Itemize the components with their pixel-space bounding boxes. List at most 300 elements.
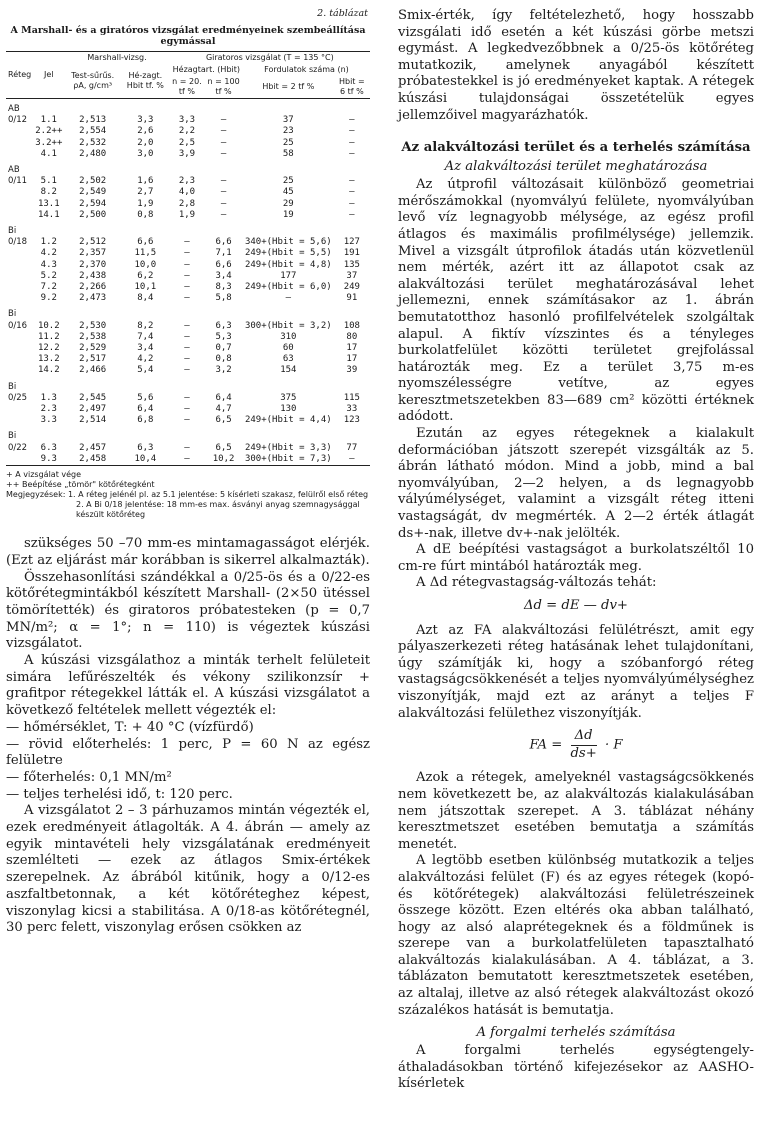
- table-cell-h2: 310: [280, 331, 297, 342]
- table-cell-reteg: [6, 187, 33, 198]
- table-cell-h6: 127: [343, 237, 360, 248]
- table-row: [6, 187, 370, 198]
- table-cell-jel: 14.1: [37, 209, 60, 220]
- table-cell-n20: 3,3: [178, 115, 196, 126]
- table-cell-n20: 3,9: [178, 148, 196, 159]
- table-cell-reteg: [6, 332, 33, 343]
- table-cell-n20: 2,3: [178, 176, 196, 187]
- table-cell-jel: 1.1: [40, 115, 57, 126]
- table-cell-n20: [170, 377, 205, 393]
- table-cell-jel: [33, 160, 64, 176]
- table-cell-h2: 25: [282, 176, 294, 187]
- table-cell-n20: 2,5: [178, 137, 196, 148]
- table-cell-hbit: 1,6: [137, 176, 154, 187]
- table-cell-hbit: 5,4: [137, 365, 154, 376]
- table-cell-rho: 2,457: [79, 442, 107, 453]
- table-row: [6, 304, 370, 320]
- table-cell-h6: 123: [343, 415, 360, 426]
- table-cell-h6: 17: [346, 343, 358, 354]
- paragraph: Összehasonlítási szándékkal a 0/25-ös és a 0/22-es kötőrétegmintákból készített Marshall- (2×50 ütéssel tömörítették) és giratoros próbatesteken (p = 0,7 MN/m²; α = 1°; n = 110) is végeztek kúszási vizsgálatot.: [6, 569, 370, 652]
- left-body-text: [6, 536, 370, 937]
- table-cell-hbit: [121, 426, 170, 442]
- table-cell-jel: 9.2: [40, 293, 57, 304]
- formula-fraction: [570, 728, 596, 762]
- table-cell-rho: 2,549: [79, 187, 107, 198]
- table-cell-h2: [243, 99, 334, 116]
- left-column: [6, 8, 370, 937]
- col-header-test-suruseg: Test-sűrűs. ρA, g/cm³: [71, 71, 115, 90]
- table-cell-reteg: [6, 454, 33, 466]
- table-cell-n100: 6,5: [215, 442, 232, 453]
- table-cell-reteg: [6, 260, 33, 271]
- formula-denominator: ds+: [570, 745, 597, 761]
- table-cell-rho: 2,532: [79, 137, 107, 148]
- table-cell-n20: 2,8: [178, 198, 196, 209]
- table-cell-h2: 300+(Hbit = 7,3): [244, 453, 332, 464]
- table-cell-n100: 4,7: [215, 404, 232, 415]
- col-header-marshall: Marshall-vizsg.: [87, 53, 147, 62]
- subsection-heading: Az alakváltozási terület meghatározása: [444, 159, 708, 175]
- table-cell-hbit: [121, 99, 170, 116]
- table-cell-n100: 6,6: [215, 237, 232, 248]
- table-cell-n20: —: [184, 259, 190, 270]
- table-cell-h2: 58: [282, 148, 294, 159]
- table-cell-rho: 2,502: [79, 176, 107, 187]
- table-cell-jel: 3.2++: [35, 137, 63, 148]
- formula-fa: [398, 728, 754, 762]
- table-row: [6, 176, 370, 187]
- table-cell-rho: 2,512: [79, 237, 107, 248]
- table-cell-rho: 2,513: [79, 115, 107, 126]
- table-row: [6, 332, 370, 343]
- table-cell-h2: 130: [280, 404, 297, 415]
- table-cell-h6: 39: [346, 365, 358, 376]
- table-cell-reteg: [6, 343, 33, 354]
- table-cell-hbit: 7,4: [137, 331, 154, 342]
- table-cell-reteg: [6, 293, 33, 304]
- table-cell-n20: 2,2: [178, 126, 196, 137]
- table-row: [6, 293, 370, 304]
- table-cell-n100: —: [220, 198, 227, 209]
- list-item: — rövid előterhelés: 1 perc, P = 60 N az egész felületre: [6, 736, 370, 769]
- table-row: [6, 149, 370, 160]
- table-cell-reteg: [6, 415, 33, 426]
- table-cell-n20: —: [184, 453, 190, 464]
- table-cell-rho: 2,370: [79, 259, 107, 270]
- paragraph: A dE beépítési vastagságot a burkolatszéltől 10 cm-re fúrt mintából határozták meg.: [398, 542, 754, 574]
- table-row: [6, 404, 370, 415]
- table-cell-h6: 249: [343, 282, 360, 293]
- table-cell-rho: 2,514: [79, 415, 107, 426]
- table-cell-n100: [204, 160, 243, 176]
- col-header-reteg: Réteg: [8, 70, 32, 79]
- table-cell-h2: [243, 377, 334, 393]
- table-title: A Marshall- és a giratóros vizsgálat eredményeinek szembeállítása egymással: [10, 25, 366, 47]
- formula-delta-d: Δd = dE — dv+: [524, 598, 628, 613]
- table-cell-h2: 375: [280, 392, 297, 403]
- paragraph: Smix-érték, így feltételezhető, hogy hosszabb vizsgálati idő esetén a két kúszási görbe metszi egymást. A legkedvezőbbnek a 0/25-ös kötőréteg mutatkozik, amelynek anyagából készített próbatestekkel is jó eredményeket kaptak. A rétegek kúszási tulajdonságai összetételük egyes jellemzőivel magyarázhatók.: [398, 8, 754, 123]
- table-cell-h6: 17: [346, 354, 358, 365]
- table-cell-n100: —: [220, 115, 227, 126]
- table-cell-reteg: 0/18: [8, 237, 28, 248]
- table-cell-rho: 2,438: [79, 270, 107, 281]
- table-cell-h6: [334, 426, 370, 442]
- table-cell-rho: 2,500: [79, 209, 107, 220]
- paragraph: Azok a rétegek, amelyeknél vastagságcsökkenés nem következett be, az alakváltozás kialakulásában nem játszottak szerepet. A 3. táblázat néhány keresztmetszet esetében bemutatja a számítás menetét.: [398, 770, 754, 852]
- col-header-hezagt: Hé-zagt. Hbit tf. %: [126, 71, 164, 90]
- table-cell-n100: 3,4: [215, 270, 232, 281]
- table-cell-h6: [334, 304, 370, 320]
- table-cell-h2: 249+(Hbit = 4,8): [244, 259, 332, 270]
- table-cell-rho: 2,466: [79, 365, 107, 376]
- results-table: [6, 51, 370, 466]
- table-cell-h2: 249+(Hbit = 6,0): [244, 282, 332, 293]
- table-cell-h6: [334, 160, 370, 176]
- table-cell-h2: [243, 426, 334, 442]
- table-row: [6, 260, 370, 271]
- table-cell-h2: 249+(Hbit = 5,5): [244, 248, 332, 259]
- table-cell-reteg: [6, 126, 33, 137]
- table-cell-h6: 135: [343, 259, 360, 270]
- table-row: [6, 354, 370, 365]
- table-cell-h6: —: [349, 126, 355, 137]
- table-cell-n20: [170, 426, 205, 442]
- table-cell-reteg: 0/11: [8, 176, 28, 187]
- table-cell-reteg: 0/16: [8, 320, 28, 331]
- table-cell-rho: 2,554: [79, 126, 107, 137]
- table-notes: [6, 470, 370, 520]
- table-row: [6, 160, 370, 176]
- table-cell-rho: [64, 304, 121, 320]
- col-header-jel: Jel: [44, 70, 54, 79]
- table-cell-h2: 25: [282, 137, 294, 148]
- table-cell-jel: [33, 99, 64, 116]
- table-cell-rho: 2,594: [79, 198, 107, 209]
- table-cell-n100: 0,7: [215, 343, 232, 354]
- subsection-heading: A forgalmi terhelés számítása: [476, 1025, 676, 1041]
- table-cell-rho: 2,473: [79, 293, 107, 304]
- table-cell-reteg: [6, 248, 33, 259]
- table-row: [6, 237, 370, 248]
- table-cell-hbit: 3,4: [137, 343, 154, 354]
- list-item: — hőmérséklet, T: + 40 °C (vízfürdő): [6, 719, 254, 735]
- table-row: [6, 343, 370, 354]
- table-cell-rho: 2,530: [79, 320, 107, 331]
- table-cell-reteg: Bi: [8, 226, 17, 237]
- table-cell-jel: [33, 377, 64, 393]
- table-cell-n100: —: [220, 126, 227, 137]
- note-plus: + A vizsgálat vége: [6, 470, 82, 480]
- table-cell-n20: —: [184, 343, 190, 354]
- table-cell-n100: —: [220, 176, 227, 187]
- table-row: [6, 248, 370, 259]
- table-cell-jel: 6.3: [40, 442, 57, 453]
- table-cell-h2: [243, 221, 334, 237]
- table-row: [6, 454, 370, 466]
- table-cell-jel: 4.2: [40, 248, 57, 259]
- table-cell-n20: 4,0: [178, 187, 196, 198]
- table-number: 2. táblázat: [317, 8, 368, 19]
- table-cell-h6: 77: [346, 442, 358, 453]
- table-cell-h6: —: [349, 115, 355, 126]
- table-cell-n20: [170, 160, 205, 176]
- table-row: [6, 115, 370, 126]
- table-row: [6, 377, 370, 393]
- table-cell-n100: —: [220, 209, 227, 220]
- table-row: [6, 321, 370, 332]
- table-cell-rho: [64, 160, 121, 176]
- table-cell-hbit: 6,3: [137, 442, 154, 453]
- table-cell-h6: —: [349, 187, 355, 198]
- table-cell-reteg: [6, 354, 33, 365]
- note-2: 2. A Bi 0/18 jelentése: 18 mm-es max. ásványi anyag szemnagysággal készült kötőréteg: [76, 500, 360, 520]
- table-cell-hbit: 3,3: [137, 115, 154, 126]
- table-cell-rho: [64, 99, 121, 116]
- table-cell-hbit: 4,2: [137, 354, 154, 365]
- col-header-hbit6: Hbit = 6 tf %: [338, 77, 365, 96]
- table-cell-n100: 6,3: [215, 320, 232, 331]
- table-cell-n20: [170, 304, 205, 320]
- table-cell-n100: 8,3: [215, 282, 232, 293]
- table-cell-rho: 2,458: [79, 453, 107, 464]
- table-cell-rho: 2,497: [79, 404, 107, 415]
- table-cell-hbit: [121, 160, 170, 176]
- table-cell-n20: —: [184, 442, 190, 453]
- table-cell-hbit: [121, 377, 170, 393]
- table-cell-n100: [204, 221, 243, 237]
- table-row: [6, 271, 370, 282]
- table-cell-h2: 340+(Hbit = 5,6): [244, 237, 332, 248]
- table-cell-hbit: 6,4: [137, 404, 154, 415]
- table-cell-hbit: 6,6: [137, 237, 154, 248]
- table-cell-rho: [64, 221, 121, 237]
- table-cell-hbit: 6,8: [137, 415, 154, 426]
- table-cell-h2: 177: [280, 270, 297, 281]
- table-cell-h2: 60: [282, 343, 294, 354]
- table-cell-reteg: [6, 199, 33, 210]
- table-cell-reteg: 0/25: [8, 392, 28, 403]
- table-cell-hbit: 3,0: [137, 148, 154, 159]
- table-cell-h6: [334, 221, 370, 237]
- table-row: [6, 99, 370, 116]
- list-item: — teljes terhelési idő, t: 120 perc.: [6, 786, 233, 802]
- table-cell-reteg: AB: [8, 165, 20, 176]
- table-cell-n20: —: [184, 293, 190, 304]
- table-cell-reteg: [6, 271, 33, 282]
- table-cell-hbit: 8,2: [137, 320, 154, 331]
- table-cell-h6: 191: [343, 248, 360, 259]
- table-cell-reteg: Bi: [8, 381, 17, 392]
- table-cell-h6: 115: [343, 392, 360, 403]
- table-cell-n20: —: [184, 365, 190, 376]
- table-cell-rho: 2,545: [79, 392, 107, 403]
- table-cell-n20: —: [184, 282, 190, 293]
- table-cell-hbit: 11,5: [134, 248, 157, 259]
- table-cell-h2: 249+(Hbit = 4,4): [244, 415, 332, 426]
- table-cell-rho: [64, 377, 121, 393]
- table-cell-n20: —: [184, 331, 190, 342]
- col-header-hbit2: Hbit = 2 tf %: [262, 82, 315, 91]
- table-row: [6, 221, 370, 237]
- table-cell-hbit: 0,8: [137, 209, 154, 220]
- table-cell-n100: 7,1: [215, 248, 232, 259]
- table-cell-h6: 91: [346, 293, 358, 304]
- table-cell-reteg: [6, 365, 33, 376]
- table-cell-n20: [170, 221, 205, 237]
- table-cell-n100: 6,6: [215, 259, 232, 270]
- table-cell-n100: —: [220, 148, 227, 159]
- paragraph: A Δd rétegvastagság-változás tehát:: [416, 575, 657, 591]
- formula-lhs: FA =: [529, 737, 563, 753]
- table-cell-n20: —: [184, 270, 190, 281]
- table-cell-hbit: [121, 304, 170, 320]
- table-cell-h2: 37: [282, 115, 294, 126]
- paragraph: Azt az FA alakváltozási felülétrészt, amit egy pályaszerkezeti réteg hatásának lehet tulajdonítani, úgy számítják ki, hogy a szóbanforgó réteg vastagságcsökkenését a teljes nyomvályúmélységhez viszonyítják, majd ezt az arányt a teljes F alakváltozási felülethez viszonyítják.: [398, 622, 754, 721]
- table-cell-hbit: 2,0: [137, 137, 154, 148]
- table-cell-h6: [334, 99, 370, 116]
- table-cell-jel: 8.2: [40, 187, 57, 198]
- paragraph: szükséges 50 –70 mm-es mintamagasságot elérjék. (Ezt az eljárást már korábban is sikerrel alkalmazták).: [6, 536, 370, 568]
- table-cell-h2: 300+(Hbit = 3,2): [244, 320, 332, 331]
- paragraph: A legtöbb esetben különbség mutatkozik a teljes alakváltozási felület (F) és az egyes rétegek (kopó- és kötőrétegek) alakváltozási felületrészeinek összege között. Ezen eltérés oka abban található, hogy az alsó alaprétegeknek és a földműnek is szerepe van a burkolatfelületen tapasztalható alakváltozás kialakulásában. A 4. táblázat, a 3. táblázaton bemutatott keresztmetszetek esetében, az altalaj, illetve az alsó rétegek alakváltozást okozó százalékos hatását is bemutatja.: [398, 853, 754, 1018]
- table-cell-h6: —: [349, 209, 355, 220]
- table-cell-n20: —: [184, 248, 190, 259]
- table-cell-n100: 3,2: [215, 365, 232, 376]
- table-cell-rho: 2,357: [79, 248, 107, 259]
- table-cell-n20: —: [184, 237, 190, 248]
- table-cell-n20: [170, 99, 205, 116]
- table-cell-n20: 1,9: [178, 209, 196, 220]
- table-cell-reteg: [6, 138, 33, 149]
- table-row: [6, 443, 370, 454]
- col-header-gyratory: Giratoros vizsgálat (T = 135 °C): [205, 53, 334, 62]
- table-cell-jel: 1.2: [40, 237, 57, 248]
- table-cell-reteg: [6, 210, 33, 221]
- table-cell-jel: 4.1: [40, 148, 57, 159]
- table-cell-h2: 63: [282, 354, 294, 365]
- table-cell-rho: [64, 426, 121, 442]
- table-cell-hbit: 2,7: [137, 187, 154, 198]
- table-cell-hbit: 6,2: [137, 270, 154, 281]
- table-cell-h6: 37: [346, 270, 358, 281]
- table-cell-hbit: [121, 221, 170, 237]
- table-cell-reteg: [6, 404, 33, 415]
- paragraph: A kúszási vizsgálathoz a minták terhelt felületeit simára lefűrészelték és vékony szilikonzsír + grafitpor rétegekkel látták el. A kúszási vizsgálatot a következő feltételek mellett végezték el:: [6, 653, 370, 719]
- table-row: [6, 138, 370, 149]
- table-cell-jel: 1.3: [40, 392, 57, 403]
- table-cell-rho: 2,529: [79, 343, 107, 354]
- table-cell-jel: 14.2: [37, 365, 60, 376]
- table-cell-reteg: AB: [8, 104, 20, 114]
- table-cell-hbit: 5,6: [137, 392, 154, 403]
- table-cell-hbit: 10,4: [134, 453, 157, 464]
- paragraph: Ezután az egyes rétegeknek a kialakult deformációban játszott szerepét vizsgálták az 5. ábrán látható módon. Mind a jobb, mind a bal nyomvályúban, 2—2 helyen, a ds legnagyobb vályúmélységet, valamint a vizsgált réteg itteni vastagságát, dv megmérték. A 2—2 érték átlagát ds+-nak, illetve dv+-nak jelölték.: [398, 426, 754, 541]
- table-cell-rho: 2,538: [79, 331, 107, 342]
- paragraph: Az útprofil változásait különböző geometriai mérőszámokkal (nyomvályú felülete, nyomvályúban levő víz legnagyobb mélysége, az egész profil átlagos és maximális profilmélysége) jellemzik. Mivel a vizsgált útprofilok átadás után közvetlenül nem mérték, azért itt az állapotot csak az alakváltozási terület meghatározásával lehet jellemezni, ennek számításakor az 1. ábrán bemutatotthoz hasonló profilfelvételek szolgáltak alapul. A fiktív vízszintes és a tényleges burkolatfelület közötti területet grejfolással határozták meg. Ez a terület 3,75 m-es nyomszélességre vetítve, az egyes keresztmetszetekben 83—689 cm² közötti értéknek adódott.: [398, 177, 754, 425]
- table-cell-h6: 80: [346, 331, 358, 342]
- table-cell-jel: 12.2: [37, 343, 60, 354]
- table-cell-n100: [204, 377, 243, 393]
- table-cell-n100: 10,2: [212, 453, 235, 464]
- table-cell-h6: 33: [346, 404, 358, 415]
- col-header-hezagtart: Hézagtart. (Hbit): [172, 65, 241, 74]
- table-cell-hbit: 2,6: [137, 126, 154, 137]
- table-cell-jel: 13.2: [37, 354, 60, 365]
- table-cell-n100: —: [220, 187, 227, 198]
- table-cell-n20: —: [184, 320, 190, 331]
- table-cell-hbit: 10,1: [134, 282, 157, 293]
- table-row: [6, 426, 370, 442]
- table-cell-jel: 4.3: [40, 259, 57, 270]
- table-cell-h2: —: [285, 293, 292, 304]
- col-header-n20: n = 20. tf %: [172, 77, 202, 96]
- table-cell-h2: 154: [280, 365, 297, 376]
- table-cell-h2: 19: [282, 209, 294, 220]
- table-cell-n20: —: [184, 415, 190, 426]
- table-cell-reteg: Bi: [8, 309, 17, 320]
- table-cell-n100: [204, 426, 243, 442]
- table-cell-jel: 10.2: [37, 320, 60, 331]
- note-plusplus: ++ Beépítése „tömör" kötőrétegként: [6, 480, 155, 490]
- table-cell-jel: [33, 304, 64, 320]
- table-cell-reteg: Bi: [8, 431, 17, 442]
- table-cell-jel: 11.2: [37, 331, 60, 342]
- table-row: [6, 126, 370, 137]
- table-cell-n20: —: [184, 392, 190, 403]
- table-cell-rho: 2,480: [79, 148, 107, 159]
- table-cell-jel: 5.2: [40, 270, 57, 281]
- table-cell-n100: [204, 99, 243, 116]
- table-cell-reteg: 0/22: [8, 442, 28, 453]
- table-cell-h6: 108: [343, 320, 360, 331]
- table-row: [6, 199, 370, 210]
- table-cell-hbit: 1,9: [137, 198, 154, 209]
- table-cell-h6: —: [349, 453, 355, 464]
- table-cell-n20: —: [184, 354, 190, 365]
- table-cell-reteg: [6, 282, 33, 293]
- table-cell-h2: 45: [282, 187, 294, 198]
- table-row: [6, 282, 370, 293]
- table-cell-jel: 3.3: [40, 415, 57, 426]
- table-cell-h6: —: [349, 148, 355, 159]
- formula-numerator: Δd: [571, 728, 597, 746]
- table-cell-jel: [33, 426, 64, 442]
- table-cell-n100: 5,8: [215, 293, 232, 304]
- table-cell-h2: 29: [282, 198, 294, 209]
- table-cell-hbit: 10,0: [134, 259, 157, 270]
- table-cell-n100: 0,8: [215, 354, 232, 365]
- table-cell-n100: —: [220, 137, 227, 148]
- table-row: [6, 415, 370, 426]
- table-cell-hbit: 8,4: [137, 293, 154, 304]
- table-row: [6, 393, 370, 404]
- table-cell-h2: 23: [282, 126, 294, 137]
- col-header-n100: n = 100 tf %: [207, 77, 240, 96]
- table-cell-h6: —: [349, 176, 355, 187]
- table-cell-h6: —: [349, 137, 355, 148]
- paragraph: A forgalmi terhelés egységtengely-áthaladásokban történő kifejezésekor az AASHO-kísérletek: [398, 1043, 754, 1092]
- note-1: Megjegyzések: 1. A réteg jelénél pl. az 5.1 jelentése: 5 kísérleti szakasz, felülről első réteg: [6, 490, 369, 500]
- table-cell-n20: —: [184, 404, 190, 415]
- table-cell-jel: 5.1: [40, 176, 57, 187]
- formula-rhs: · F: [604, 737, 623, 753]
- table-row: [6, 365, 370, 376]
- table-cell-jel: 7.2: [40, 282, 57, 293]
- col-header-fordulatok: Fordulatok száma (n): [264, 65, 349, 74]
- list-item: — főterhelés: 0,1 MN/m²: [6, 769, 172, 785]
- section-heading: Az alakváltozási terület és a terhelés számítása: [401, 140, 751, 156]
- table-cell-n100: 6,4: [215, 392, 232, 403]
